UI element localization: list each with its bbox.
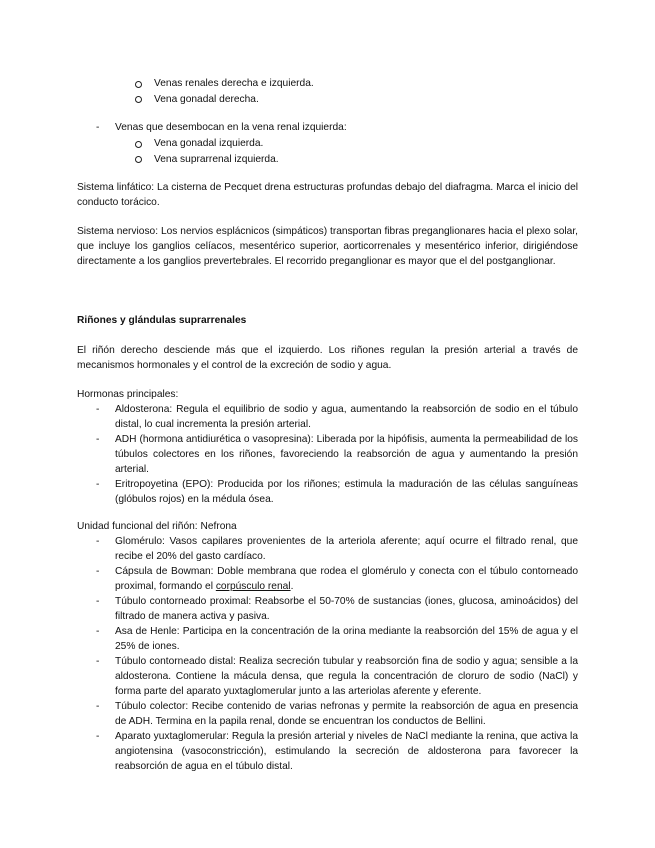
dash-bullet: -: [96, 701, 100, 712]
venas-renales-list: [132, 76, 314, 107]
nefrona-list: [96, 534, 578, 774]
list-item: Venas renales derecha e izquierda.: [132, 76, 314, 92]
hormonas-list: [96, 402, 578, 507]
list-item: [96, 477, 578, 507]
list-item: [96, 654, 578, 699]
list-item-text: Cápsula de Bowman: Doble membrana que rodea el glomérulo y conecta con el túbulo contorneado proximal, formando el: [115, 566, 578, 592]
list-item: Vena gonadal izquierda.: [132, 136, 279, 152]
list-item: [96, 729, 578, 774]
list-item-end: .: [290, 581, 294, 592]
list-item-text: Túbulo contorneado distal: Realiza secreción tubular y reabsorción fina de sodio y agua; sensible a la aldosterona. Contiene la mácula densa, que regula la concentración de cloruro de sodio (NaCl) y forma parte del aparato yuxtaglomerular junto a las arteriolas aferente y eferente.: [115, 656, 578, 697]
list-item: [96, 564, 578, 594]
list-item: Vena gonadal derecha.: [132, 92, 314, 108]
list-item: [96, 534, 578, 564]
dash-bullet: -: [96, 479, 100, 490]
list-item-text: Aldosterona: Regula el equilibrio de sodio y agua, aumentando la reabsorción de sodio en el túbulo distal, lo cual incrementa la presión arterial.: [115, 404, 578, 430]
nefrona-label: Unidad funcional del riñón: Nefrona: [77, 521, 237, 532]
dash-bullet: -: [96, 566, 100, 577]
vena-renal-izq-sublist: [132, 136, 279, 167]
paragraph-sistema-linfatico: Sistema linfático: La cisterna de Pecquet drena estructuras profundas debajo del diafragma. Marca el inicio del conducto torácico.: [77, 182, 578, 208]
list-item-text: Glomérulo: Vasos capilares provenientes de la arteriola aferente; aquí ocurre el filtrado renal, que recibe el 20% del gasto cardíaco.: [115, 536, 578, 562]
dash-bullet: -: [96, 731, 100, 742]
list-item: [96, 402, 578, 432]
dash-bullet: -: [96, 596, 100, 607]
dash-bullet: -: [96, 404, 100, 415]
vena-renal-izq-list: [96, 120, 578, 135]
dash-bullet: -: [96, 122, 100, 133]
list-item: Vena suprarrenal izquierda.: [132, 152, 279, 168]
list-item-text: Túbulo colector: Recibe contenido de varias nefronas y permite la reabsorción de agua en presencia de ADH. Termina en la papila renal, donde se encuentran los conductos de Bellini.: [115, 701, 578, 727]
corpusculo-renal-link[interactable]: corpúsculo renal: [215, 581, 291, 592]
list-item-text: Aparato yuxtaglomerular: Regula la presión arterial y niveles de NaCl mediante la renina, que activa la angiotensina (vasoconstricción), estimulando la secreción de aldosterona para favorecer la reabsorción de agua en el túbulo distal.: [115, 731, 578, 772]
list-item-text: Asa de Henle: Participa en la concentración de la orina mediante la reabsorción del 15% de agua y el 25% de iones.: [115, 626, 578, 652]
paragraph-rinon-intro: El riñón derecho desciende más que el izquierdo. Los riñones regulan la presión arterial a través de mecanismos hormonales y el control de la excreción de sodio y agua.: [77, 345, 578, 371]
section-heading: Riñones y glándulas suprarrenales: [77, 315, 247, 326]
list-item-text: Túbulo contorneado proximal: Reabsorbe el 50-70% de sustancias (iones, glucosa, aminoácidos) del filtrado de manera activa y pasiva.: [115, 596, 578, 622]
dash-bullet: -: [96, 536, 100, 547]
list-item: [96, 699, 578, 729]
list-item: [96, 594, 578, 624]
hormonas-label: Hormonas principales:: [77, 389, 179, 400]
list-item-text: Eritropoyetina (EPO): Producida por los riñones; estimula la maduración de las células sanguíneas (glóbulos rojos) en la médula ósea.: [115, 479, 578, 505]
list-item-text: ADH (hormona antidiurética o vasopresina): Liberada por la hipófisis, aumenta la permeabilidad de los túbulos colectores en los riñones, favoreciendo la reabsorción de agua y aumentando la presión arterial.: [115, 434, 578, 475]
dash-bullet: -: [96, 434, 100, 445]
dash-bullet: -: [96, 626, 100, 637]
list-item: [96, 624, 578, 654]
list-item: [96, 432, 578, 477]
dash-bullet: -: [96, 656, 100, 667]
list-item-label: Venas que desembocan en la vena renal izquierda:: [115, 122, 347, 133]
paragraph-sistema-nervioso: Sistema nervioso: Los nervios esplácnicos (simpáticos) transportan fibras preganglionares hacia el plexo solar, que incluye los ganglios celíacos, mesentérico superior, aorticorrenales y mesentérico inferior, dirigiéndose directamente a los ganglios prevertebrales. El recorrido preganglionar es mayor que el del postganglionar.: [77, 226, 578, 267]
list-item: [96, 120, 578, 135]
